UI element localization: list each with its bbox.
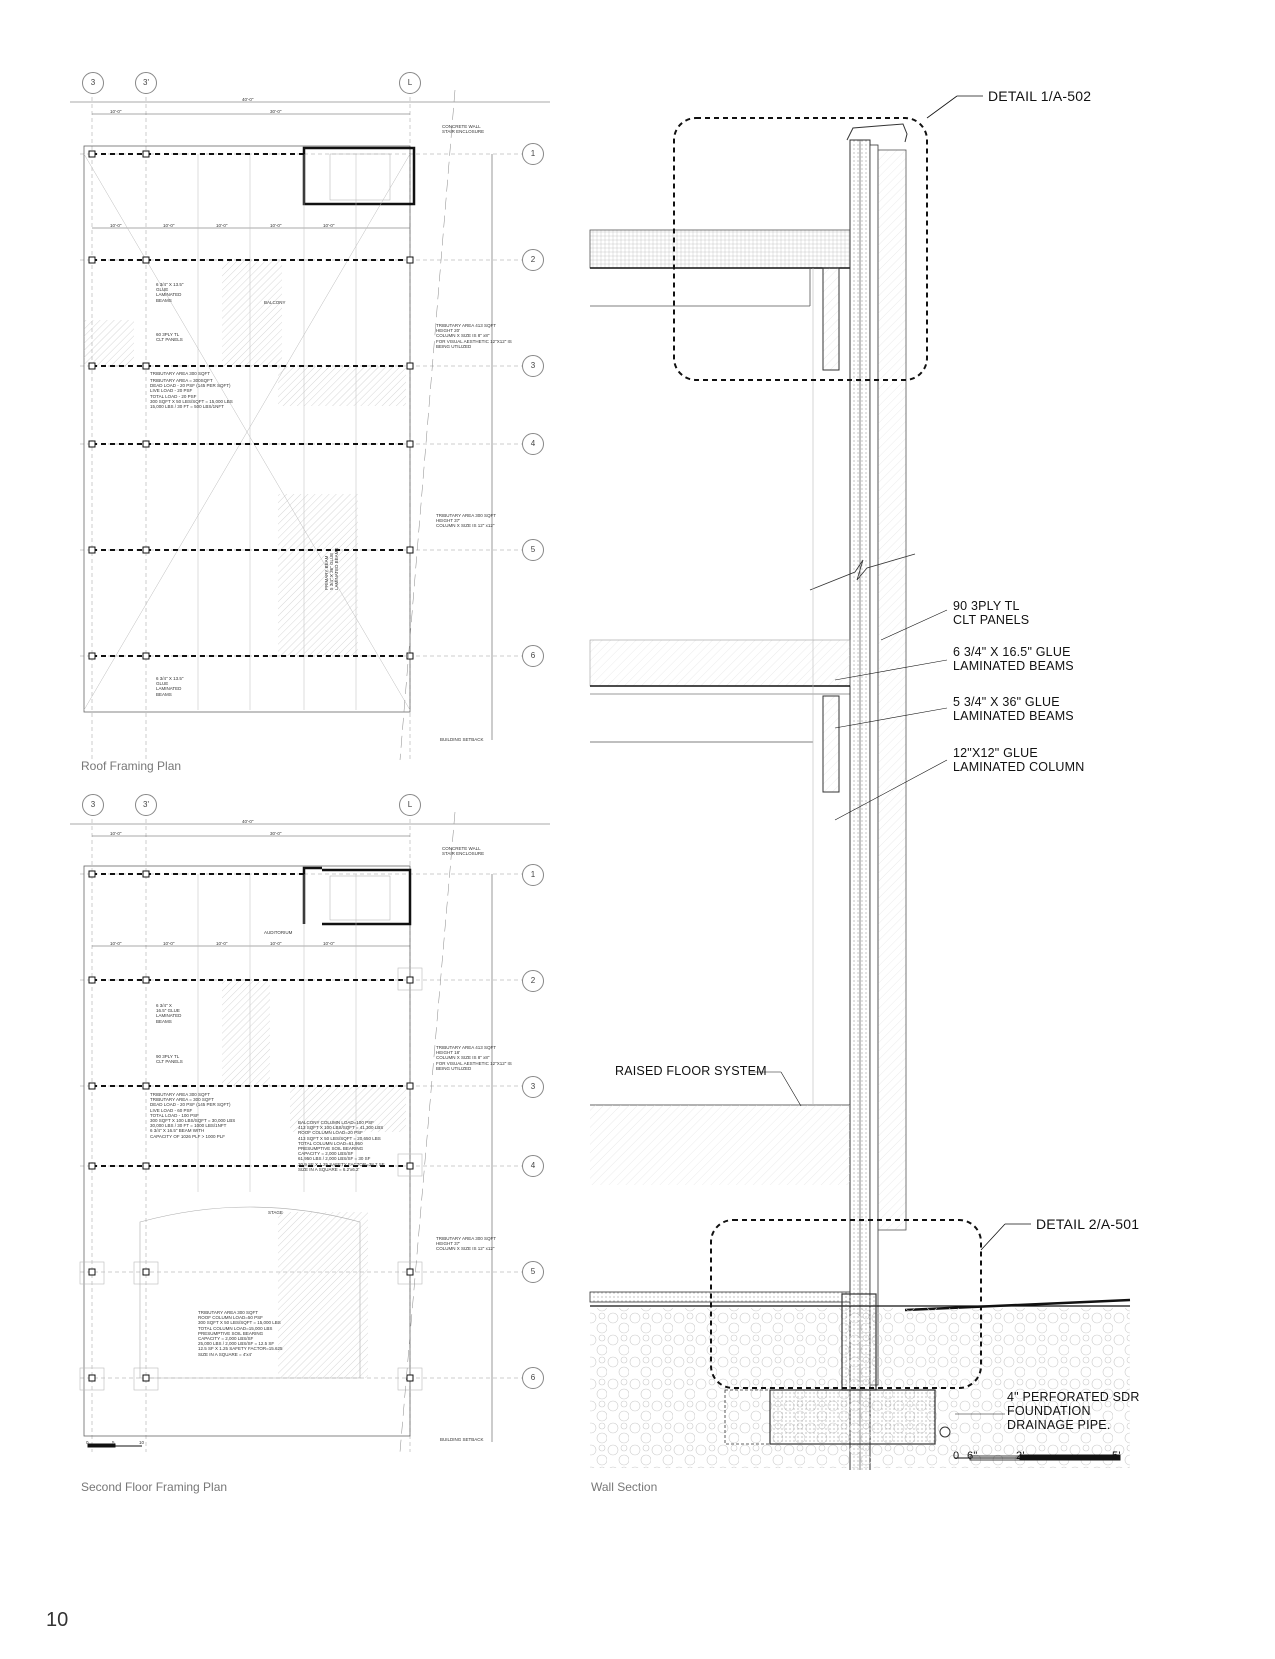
scale-label: 0 [953,1450,960,1462]
note-line: 12.5 SF X 1.25 SAFETY FACTOR=15.625 [198,1346,283,1352]
note-line: TRIBUTARY AREA 300 SQFT [150,1092,211,1097]
note-line: TRIBUTARY AREA 413 SQFT [436,1045,497,1050]
grid-bubble-row: 1 [522,143,544,165]
note-line: 300 SQFT X 50 LBS/SQFT = 15,000 LBS [198,1320,281,1326]
note-line: TRIBUTARY AREA = 300SQFT [150,378,213,383]
note-line: PRIMARY BEAM [324,555,329,590]
note-line: 16.5" GLUE [156,1008,180,1014]
bay-dim: 10'-0" [163,223,175,228]
callout-line: 90 3PLY TL [953,599,1020,613]
bay-dim: 10'-0" [323,223,335,228]
note-tributary-b: TRIBUTARY AREA 300 SQFT [150,371,211,376]
note-line: HEIGHT 37' [436,518,461,524]
note-tributary-c [436,513,496,529]
bay-dim: 10'-0" [216,223,228,228]
note-line: STAIR ENCLOSURE [442,851,485,857]
note-line: CAPACITY OF 1026 PLF > 1000 PLF [150,1133,225,1139]
note-line: TOTAL LOAD - 20 PSF [150,393,197,399]
second-plan-caption: Second Floor Framing Plan [81,1480,228,1494]
note-load-calc-right [298,1120,385,1172]
note-line: CONCRETE WALL [442,846,481,851]
note-clt [156,1054,183,1064]
grid-bubble-col: L [399,794,421,816]
note-setback: BUILDING SETBACK [440,737,484,742]
callout-line: 4" PERFORATED SDR [1007,1390,1140,1404]
note-line: 30.9 SF X 1.25 SAFETY FACTOR=38.7 SF [298,1161,385,1167]
callout-line: CLT PANELS [953,613,1030,627]
note-line: 25,000 LBS / 2,000 LBS/SF = 12.5 SF [198,1341,275,1347]
note-line: 6 3/4" X 13.5" [156,282,184,287]
grid-bubble-col: 3 [82,72,104,94]
note-line: PRESUMPTIVE SOIL BEARING [198,1330,264,1336]
note-line: TOTAL LOAD - 100 PSF [150,1112,199,1118]
note-line: PRESUMPTIVE SOIL BEARING [298,1146,364,1152]
note-line: LIVE LOAD - 20 PSF [150,388,193,394]
note-line: 413 SQFT X 100 LBS/SQFT = 41,300 LBS [298,1125,384,1131]
scale-label: 0 [86,1440,89,1445]
scale-label: 5 [112,1440,115,1445]
note-line: 60 3PLY TL [156,332,180,337]
note-line: GLUE [156,287,169,293]
note-concrete-wall [442,124,484,134]
callout-line: DRAINAGE PIPE. [1007,1418,1111,1432]
note-line: 300 SQFT X 50 LBS/SQFT = 15,000 LBS [150,398,233,404]
clt-panels-callout [953,599,1029,627]
grid-bubble-row: 1 [522,864,544,886]
note-line: BEAMS [156,691,172,697]
note-line: 6 3/4" X [156,1003,172,1008]
scale-label: 6" [967,1450,978,1462]
bay-dim: 10'-0" [270,223,282,228]
note-line: TRIBUTARY AREA 300 SQFT [436,1236,497,1241]
note-line: DEAD LOAD - 20 PSF (145 PER SQFT) [150,1102,231,1108]
note-line: 413 SQFT X 50 LBS/SQFT = 20,650 LBS [298,1135,381,1141]
grid-bubble-row: 5 [522,1261,544,1283]
grid-bubble-row: 5 [522,539,544,561]
note-setback: BUILDING SETBACK [440,1437,484,1442]
note-line: CONCRETE WALL [442,124,481,129]
grid-bubble-col: L [399,72,421,94]
note-line: 90 3PLY TL [156,1054,180,1059]
note-line: BEAMS [156,1018,172,1024]
note-load-calc [150,378,233,409]
note-line: HEIGHT 18' [436,1050,461,1056]
dim-right: 30'-0" [270,831,282,836]
note-line: 6 3/4" X 16.5" BEAM WITH [150,1128,205,1134]
raised-floor-callout: RAISED FLOOR SYSTEM [615,1064,767,1078]
grid-bubble-row: 2 [522,970,544,992]
dim-overall: 40'-0" [242,819,254,824]
note-clt [156,332,183,342]
note-line: 5 3/4" X 36" GLUE [329,552,335,590]
note-line: CLT PANELS [156,1059,183,1065]
note-concrete-wall [442,846,484,856]
note-line: BEAMS [156,297,172,303]
beams-1-callout [953,645,1074,673]
note-line: CAPACITY = 2,000 LBS/SF [198,1336,254,1342]
note-line: LAMINATED BEAMS [334,547,340,590]
roof-plan-caption: Roof Framing Plan [81,759,182,773]
grid-bubble-col: 3' [135,794,157,816]
bay-dim: 10'-0" [163,941,175,946]
note-line: FOR VISUAL AESTHETIC 12"X12" IS [436,1060,512,1066]
note-line: TRIBUTARY AREA 413 SQFT [436,323,497,328]
note-line: SIZE IN A SQUARE = 6.2'x6.2' [298,1166,360,1172]
note-line: ROOF COLUMN LOAD=50 PSF [198,1315,263,1321]
note-line: TRIBUTARY AREA 300 SQFT [436,513,497,518]
note-balcony: BALCONY [264,300,286,305]
note-tributary-a [436,323,512,349]
note-line: 300 SQFT X 100 LBS/SQFT = 30,000 LBS [150,1118,236,1124]
wall-section-caption: Wall Section [591,1480,658,1494]
grid-bubble-row: 6 [522,645,544,667]
note-line: BEING UTILIZED [436,1065,472,1071]
note-line: TOTAL COLUMN LOAD=15,000 LBS [198,1325,273,1331]
note-glulam-beams [156,282,183,303]
grid-bubble-col: 3' [135,72,157,94]
bay-dim: 10'-0" [323,941,335,946]
grid-bubble-row: 6 [522,1367,544,1389]
note-line: COLUMN X SIZE IS 8" x8" [436,1055,490,1061]
note-line: COLUMN X SIZE IS 12" x12" [436,1246,495,1252]
note-line: BALCONY COLUMN LOAD=100 PSF [298,1120,374,1125]
note-line: ROOF COLUMN LOAD=20 PSF [298,1130,363,1136]
detail-top-callout: DETAIL 1/A-502 [988,88,1092,104]
note-line: 61,950 LBS / 2,000 LBS/SF = 30 SF [298,1156,371,1162]
note-tributary-a [436,1045,512,1071]
note-line: GLUE [156,681,169,687]
dim-left: 10'-0" [110,831,122,836]
callout-line: 5 3/4" X 36" GLUE [953,695,1060,709]
note-glulam-beams-2 [156,676,183,697]
note-line: DEAD LOAD - 20 PSF (145 PER SQFT) [150,383,231,389]
note-line: 30,000 LBS / 30 FT = 1000 LBS/1NFT [150,1123,227,1129]
bay-dim: 10'-0" [110,223,122,228]
callout-line: LAMINATED BEAMS [953,709,1074,723]
note-line: 15,000 LBS / 30 FT = 500 LBS/1NFT [150,404,224,410]
note-load-calc-left [150,1092,235,1139]
grid-bubble-row: 4 [522,433,544,455]
drain-callout [1007,1390,1140,1432]
note-line: LAMINATED [156,686,182,692]
roof-framing-plan [60,70,550,770]
note-line: LAMINATED [156,292,182,298]
note-primary-beam [324,548,340,590]
beams-2-callout [953,695,1074,723]
note-line: STAIR ENCLOSURE [442,129,485,135]
page-number: 10 [46,1609,69,1631]
note-glulam-beams [156,1003,181,1024]
note-stage: STAGE [268,1210,283,1215]
grid-bubble-row: 3 [522,1076,544,1098]
note-line: CLT PANELS [156,337,183,343]
grid-bubble-row: 2 [522,249,544,271]
grid-bubble-col: 3 [82,794,104,816]
note-line: LAMINATED [156,1013,182,1019]
note-line: CAPACITY = 2,000 LBS/SF [298,1151,354,1157]
column-callout [953,746,1084,774]
note-tributary-c [436,1236,496,1252]
bay-dim: 10'-0" [270,941,282,946]
note-auditorium: AUDITORIUM [264,930,293,935]
note-line: TOTAL COLUMN LOAD=61,950 [298,1140,363,1146]
callout-line: 6 3/4" X 16.5" GLUE [953,645,1071,659]
note-line: HEIGHT 37' [436,1241,461,1247]
callout-line: FOUNDATION [1007,1404,1091,1418]
dim-right: 30'-0" [270,109,282,114]
callout-line: 12"X12" GLUE [953,746,1038,760]
dim-left: 10'-0" [110,109,122,114]
note-line: COLUMN X SIZE IS 8" x8" [436,333,490,339]
scale-label: 2' [1016,1450,1025,1462]
bay-dim: 10'-0" [110,941,122,946]
note-line: TRIBUTARY AREA = 300 SQFT [150,1097,214,1103]
note-line: TRIBUTARY AREA 300 SQFT [198,1310,259,1315]
note-line: LIVE LOAD - 60 PSF [150,1107,193,1113]
detail-bottom-callout: DETAIL 2/A-501 [1036,1216,1140,1232]
scale-label: 5' [1112,1450,1121,1462]
note-line: FOR VISUAL AESTHETIC 12"X12" IS [436,338,512,344]
dim-overall: 40'-0" [242,97,254,102]
grid-bubble-row: 3 [522,355,544,377]
note-line: SIZE IN A SQUARE = 4'x4' [198,1351,252,1357]
callout-line: LAMINATED BEAMS [953,659,1074,673]
note-line: COLUMN X SIZE IS 12" x12" [436,523,495,529]
note-load-calc-bottom [198,1310,283,1357]
note-line: 6 3/4" X 13.5" [156,676,184,681]
wall-section [585,80,1145,1470]
note-line: HEIGHT 20' [436,328,461,334]
callout-line: LAMINATED COLUMN [953,760,1085,774]
bay-dim: 10'-0" [216,941,228,946]
note-line: BEING UTILIZED [436,343,472,349]
grid-bubble-row: 4 [522,1155,544,1177]
scale-label: 10 [139,1440,145,1445]
